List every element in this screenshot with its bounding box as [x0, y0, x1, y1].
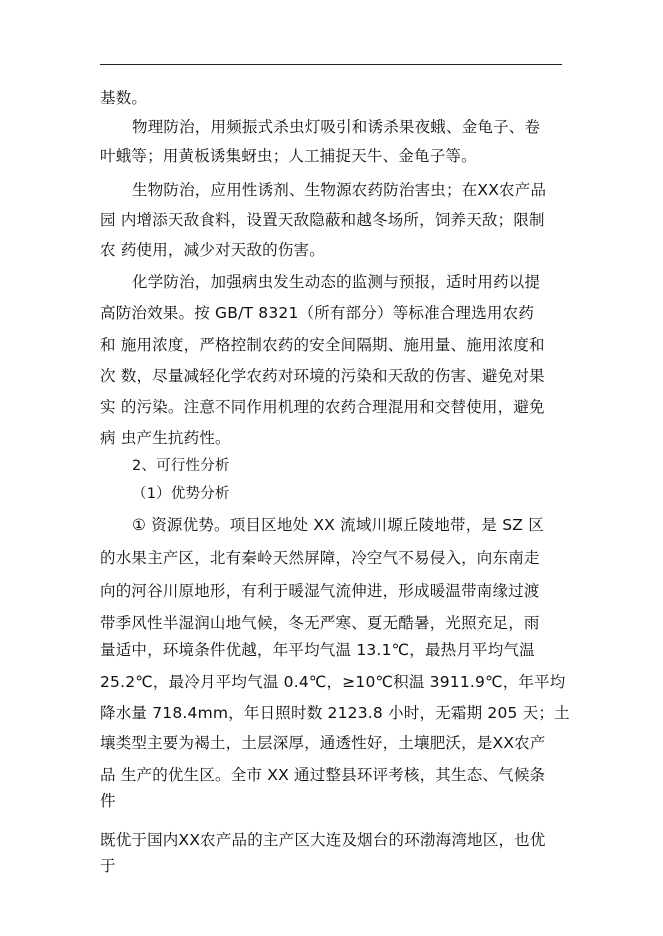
text-line: 量适中，环境条件优越，年平均气温 13.1℃，最热月平均气温: [100, 641, 535, 659]
text-line: 实 的污染。注意不同作用机理的农药合理混用和交替使用，避免: [100, 398, 545, 416]
header-rule: [100, 64, 562, 65]
text-line: 物理防治，用频振式杀虫灯吸引和诱杀果夜蛾、金龟子、卷: [132, 118, 541, 136]
text-line: ① 资源优势。项目区地处 XX 流域川塬丘陵地带，是 SZ 区: [132, 516, 544, 534]
text-line: 的水果主产区，北有秦岭天然屏障，冷空气不易侵入，向东南走: [100, 549, 540, 567]
text-line: 带季风性半湿润山地气候，冬无严寒、夏无酷暑，光照充足，雨: [100, 614, 540, 632]
text-line: 壤类型主要为褐土，土层深厚，通透性好，土壤肥沃，是XX农产: [100, 734, 546, 752]
text-line: 化学防治，加强病虫发生动态的监测与预报，适时用药以提: [132, 273, 541, 291]
text-line: 次 数，尽量减轻化学农药对环境的污染和天敌的伤害、避免对果: [100, 367, 545, 385]
text-line: 病 虫产生抗药性。: [100, 429, 231, 447]
text-line: 既优于国内XX农产品的主产区大连及烟台的环渤海湾地区，也优: [100, 831, 546, 849]
text-line: 降水量 718.4mm，年日照时数 2123.8 小时，无霜期 205 天；土: [100, 704, 570, 722]
text-line: 于: [100, 857, 116, 875]
text-line: 农 药使用，减少对天敌的伤害。: [100, 241, 325, 259]
text-line: 叶蛾等；用黄板诱集蚜虫；人工捕捉天牛、金龟子等。: [100, 147, 477, 165]
text-line: 园 内增添天敌食料，设置天敌隐蔽和越冬场所，饲养天敌；限制: [100, 211, 545, 229]
section-heading: 2、可行性分析: [132, 458, 230, 474]
text-line: 25.2℃，最冷月平均气温 0.4℃，≥10℃积温 3911.9℃，年平均: [100, 673, 566, 691]
text-line: 和 施用浓度，严格控制农药的安全间隔期、施用量、施用浓度和: [100, 336, 545, 354]
text-line: 高防治效果。按 GB/T 8321（所有部分）等标准合理选用农药: [100, 304, 535, 322]
subsection-heading: （1）优势分析: [132, 486, 230, 502]
text-line: 品 生产的优生区。全市 XX 通过整县环评考核，其生态、气候条: [100, 766, 546, 784]
text-line: 件: [100, 792, 116, 810]
text-line: 生物防治，应用性诱剂、生物源农药防治害虫；在XX农产品: [132, 181, 547, 199]
text-line: 基数。: [100, 89, 148, 107]
text-line: 向的河谷川原地形，有利于暖湿气流伸进，形成暖温带南缘过渡: [100, 582, 540, 600]
